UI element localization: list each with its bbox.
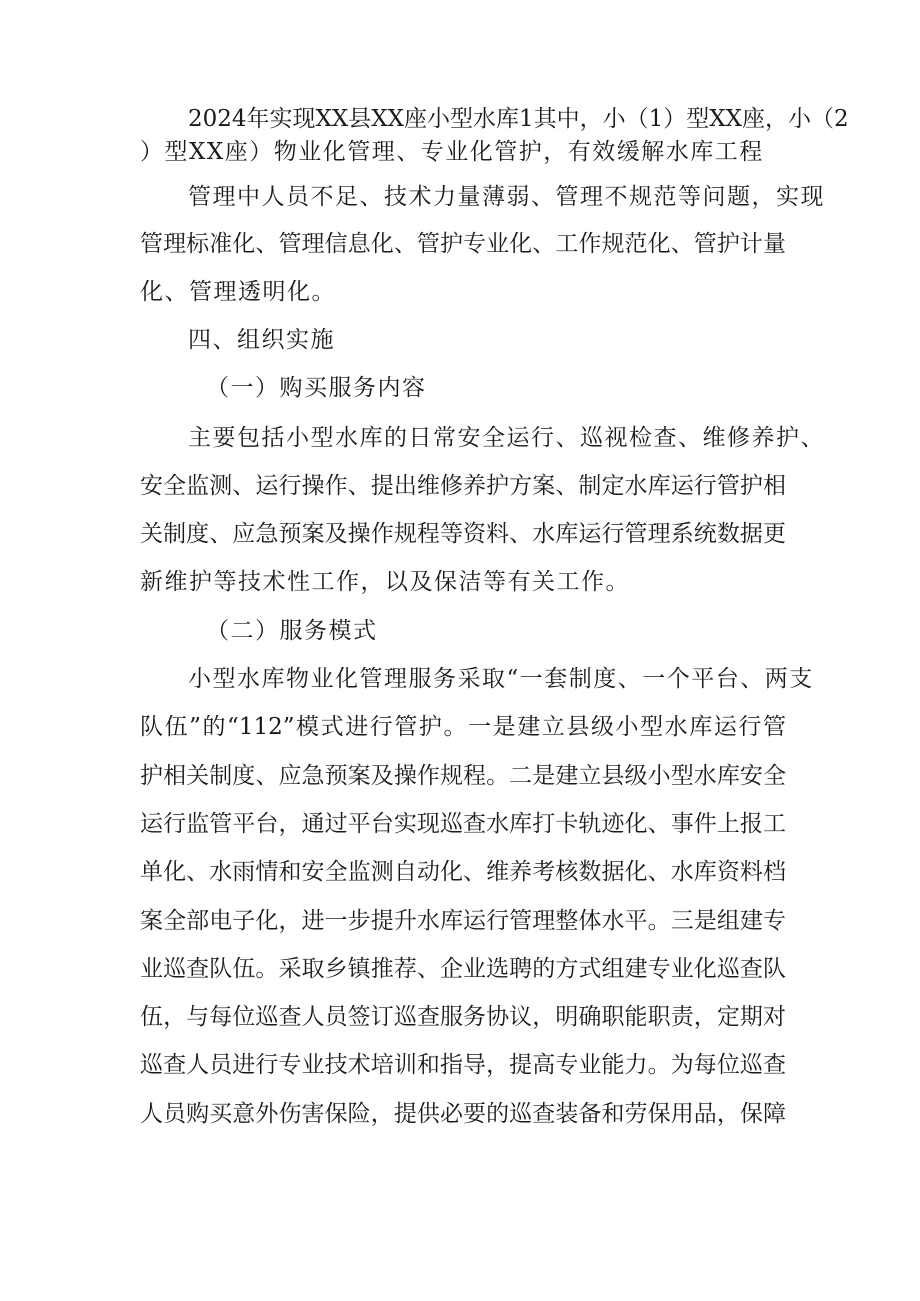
paragraph-line: 伍，与每位巡查人员签订巡查服务协议，明确职能职责，定期对	[140, 1004, 786, 1030]
paragraph-line: 小型水库物业化管理服务采取“一套制度、一个平台、两支	[188, 666, 814, 692]
subsection-heading: （二）服务模式	[206, 618, 378, 644]
paragraph-line: ）型XX座）物业化管理、专业化管护，有效缓解水库工程	[140, 139, 764, 165]
paragraph-line: 运行监管平台，通过平台实现巡查水库打卡轨迹化、事件上报工	[140, 811, 786, 837]
subsection-heading: （一）购买服务内容	[206, 375, 427, 401]
paragraph-line: 管理标准化、管理信息化、管护专业化、工作规范化、管护计量	[140, 231, 786, 257]
paragraph-line: 新维护等技术性工作，以及保洁等有关工作。	[140, 569, 630, 595]
paragraph-line: 单化、水雨情和安全监测自动化、维养考核数据化、水库资料档	[140, 859, 786, 885]
section-heading: 四、组织实施	[188, 327, 335, 353]
paragraph-line: 2024年实现XX县XX座小型水库1其中，小（1）型XX座，小（2	[188, 106, 849, 132]
paragraph-line: 主要包括小型水库的日常安全运行、巡视检查、维修养护、	[188, 425, 825, 451]
paragraph-line: 化、管理透明化。	[140, 279, 336, 305]
paragraph-line: 护相关制度、应急预案及操作规程。二是建立县级小型水库安全	[140, 763, 786, 789]
paragraph-line: 队伍”的“112”模式进行管护。一是建立县级小型水库运行管	[140, 714, 786, 740]
paragraph-line: 管理中人员不足、技术力量薄弱、管理不规范等问题，实现	[188, 184, 825, 210]
paragraph-line: 巡查人员进行专业技术培训和指导，提高专业能力。为每位巡查	[140, 1052, 786, 1078]
paragraph-line: 业巡查队伍。采取乡镇推荐、企业选聘的方式组建专业化巡查队	[140, 956, 786, 982]
paragraph-line: 关制度、应急预案及操作规程等资料、水库运行管理系统数据更	[140, 521, 786, 547]
paragraph-line: 安全监测、运行操作、提出维修养护方案、制定水库运行管护相	[140, 473, 786, 499]
paragraph-line: 人员购买意外伤害保险，提供必要的巡查装备和劳保用品，保障	[140, 1101, 786, 1127]
paragraph-line: 案全部电子化，进一步提升水库运行管理整体水平。三是组建专	[140, 908, 786, 934]
